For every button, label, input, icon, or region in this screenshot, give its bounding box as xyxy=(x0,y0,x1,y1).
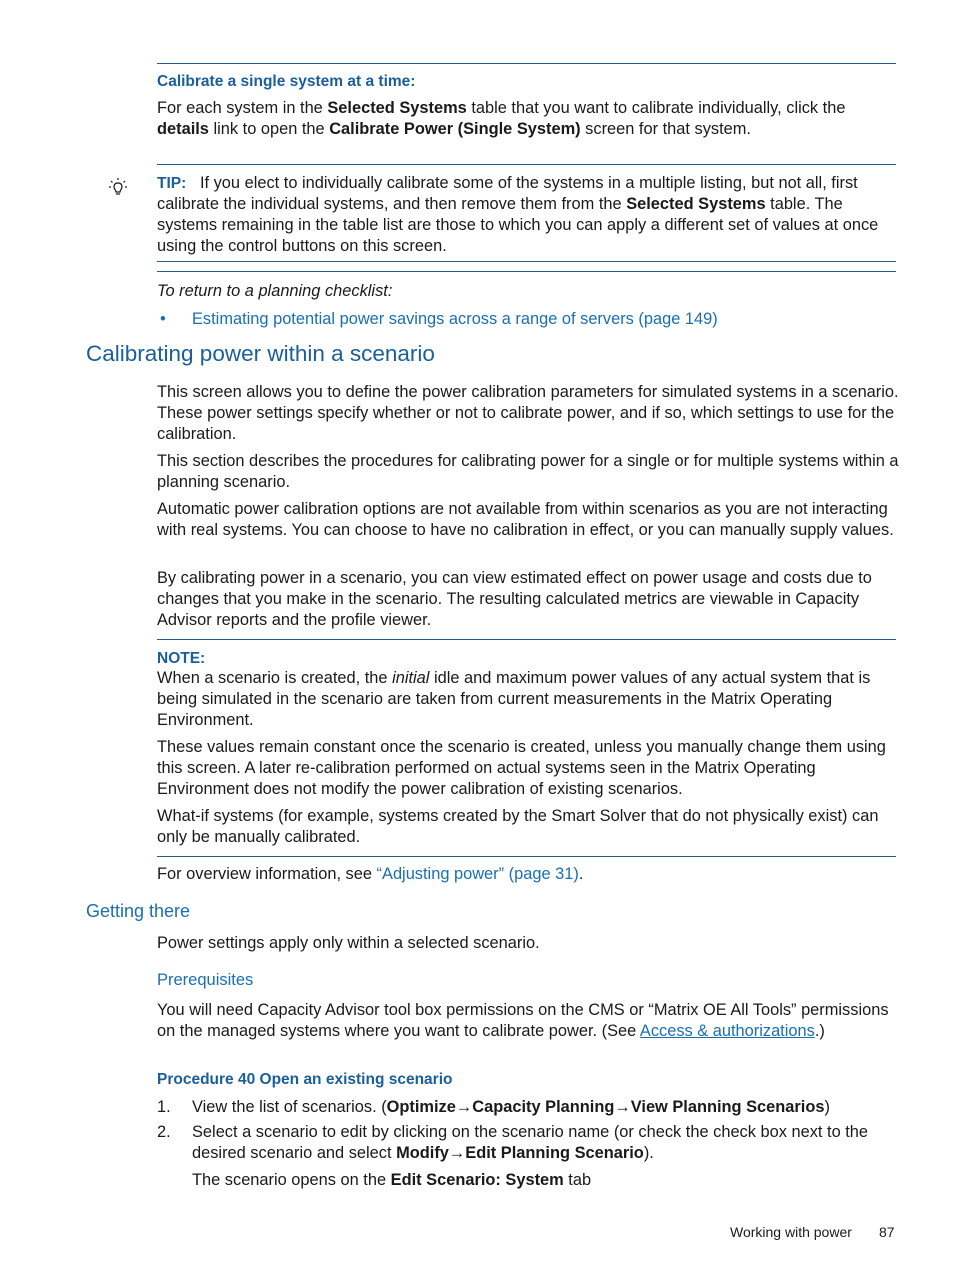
note-label: NOTE: xyxy=(157,650,206,667)
adjusting-power-link[interactable]: “Adjusting power” (page 31) xyxy=(376,865,579,883)
tip-rule-bottom-2 xyxy=(157,271,896,272)
step-2-result: The scenario opens on the Edit Scenario: System tab xyxy=(192,1171,592,1189)
step-2-number: 2. xyxy=(157,1123,171,1141)
tip-label: TIP: xyxy=(157,175,187,192)
tip-rule-top xyxy=(157,164,896,165)
lightbulb-icon xyxy=(108,177,128,199)
section-paragraph-1: This screen allows you to define the power calibration parameters for simulated systems in a scenario. These power settings specify whether or not to calibrate power, and if so, which settings to use for the calibration. xyxy=(157,383,899,443)
rule-top xyxy=(157,63,896,64)
access-authorizations-link[interactable]: Access & authorizations xyxy=(639,1022,815,1040)
section-paragraph-3: Automatic power calibration options are not available from within scenarios as you are not interacting with real systems. You can choose to have no calibration in effect, or you can manually supply values. xyxy=(157,500,894,539)
return-label: To return to a planning checklist: xyxy=(157,282,393,300)
step-2-text: Select a scenario to edit by clicking on the scenario name (or check the check box next to the desired scenario and select Modify→Edit Planning Scenario). xyxy=(192,1123,869,1162)
step-1-text: View the list of scenarios. (Optimize→Capacity Planning→View Planning Scenarios) xyxy=(192,1098,830,1116)
note-paragraph-3: What-if systems (for example, systems created by the Smart Solver that do not physically exist) can only be manually calibrated. xyxy=(157,807,879,846)
overview-paragraph: For overview information, see “Adjusting power” (page 31). xyxy=(157,865,584,883)
note-paragraph-1: When a scenario is created, the initial idle and maximum power values of any actual system that is being simulated in the scenario are taken from current measurements in the Matrix Operating Environment. xyxy=(157,669,871,729)
note-rule-top xyxy=(157,639,896,640)
step-1-number: 1. xyxy=(157,1098,171,1116)
getting-there-title: Getting there xyxy=(86,901,191,921)
prerequisites-title: Prerequisites xyxy=(157,971,254,989)
tip-paragraph: TIP: If you elect to individually calibrate some of the systems in a multiple listing, but not all, first calibrate the individual systems, and then remove them from the Selected Systems table. The systems remaining in the table list are those to which you can apply a different set of values at once using the control buttons on this screen. xyxy=(157,174,879,255)
calibrate-single-heading: Calibrate a single system at a time: xyxy=(157,73,416,90)
note-rule-bottom xyxy=(157,856,896,857)
section-title: Calibrating power within a scenario xyxy=(86,341,435,366)
footer-label: Working with power xyxy=(730,1224,852,1240)
section-paragraph-4: By calibrating power in a scenario, you can view estimated effect on power usage and costs due to changes that you make in the scenario. The resulting calculated metrics are viewable in Capacity Advisor reports and the profile viewer. xyxy=(157,569,872,629)
section-paragraph-2: This section describes the procedures for calibrating power for a single or for multiple systems within a planning scenario. xyxy=(157,452,899,491)
page-number: 87 xyxy=(879,1224,895,1240)
procedure-title: Procedure 40 Open an existing scenario xyxy=(157,1071,453,1088)
note-paragraph-2: These values remain constant once the scenario is created, unless you manually change them using this screen. A later re-calibration performed on actual systems seen in the Matrix Operating Environment does not modify the power calibration of existing scenarios. xyxy=(157,738,886,798)
getting-there-paragraph: Power settings apply only within a selected scenario. xyxy=(157,934,540,952)
bullet-dot: • xyxy=(160,310,166,328)
estimating-power-savings-link[interactable]: Estimating potential power savings across a range of servers (page 149) xyxy=(192,310,718,328)
tip-rule-bottom-1 xyxy=(157,261,896,262)
calibrate-single-paragraph: For each system in the Selected Systems table that you want to calibrate individually, click the details link to open the Calibrate Power (Single System) screen for that system. xyxy=(157,99,846,138)
prerequisites-paragraph: You will need Capacity Advisor tool box permissions on the CMS or “Matrix OE All Tools” permissions on the managed systems where you want to calibrate power. (See Access & authorizations.) xyxy=(157,1001,889,1040)
